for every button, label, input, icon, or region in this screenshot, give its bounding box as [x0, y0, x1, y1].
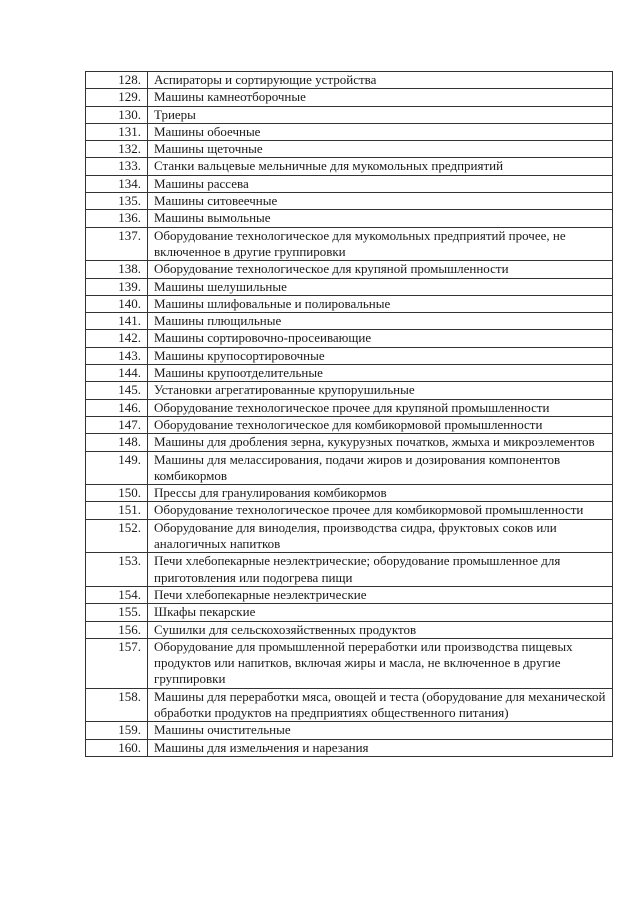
equipment-table	[85, 71, 613, 757]
table-row	[86, 399, 613, 416]
row-description: Машины щеточные	[148, 141, 613, 158]
row-description: Машины для дробления зерна, кукурузных початков, жмыха и микроэлементов	[148, 434, 613, 451]
row-number: 154.	[86, 586, 148, 603]
table-row	[86, 722, 613, 739]
row-number: 142.	[86, 330, 148, 347]
row-description: Печи хлебопекарные неэлектрические; оборудование промышленное для приготовления или подогрева пищи	[148, 553, 613, 587]
table-row	[86, 382, 613, 399]
row-description: Машины камнеотборочные	[148, 89, 613, 106]
table-row	[86, 621, 613, 638]
row-number: 144.	[86, 365, 148, 382]
row-number: 129.	[86, 89, 148, 106]
table-row	[86, 193, 613, 210]
row-description: Станки вальцевые мельничные для мукомольных предприятий	[148, 158, 613, 175]
row-number: 140.	[86, 295, 148, 312]
row-description: Аспираторы и сортирующие устройства	[148, 72, 613, 89]
row-number: 156.	[86, 621, 148, 638]
row-description: Оборудование технологическое для крупяной промышленности	[148, 261, 613, 278]
table-row	[86, 158, 613, 175]
table-row	[86, 347, 613, 364]
table-row	[86, 106, 613, 123]
table-row	[86, 553, 613, 587]
table-row	[86, 434, 613, 451]
table-row	[86, 72, 613, 89]
table-row	[86, 141, 613, 158]
row-number: 134.	[86, 175, 148, 192]
row-number: 157.	[86, 638, 148, 688]
row-number: 160.	[86, 739, 148, 756]
table-row	[86, 688, 613, 722]
row-number: 128.	[86, 72, 148, 89]
row-description: Оборудование технологическое прочее для крупяной промышленности	[148, 399, 613, 416]
table-row	[86, 123, 613, 140]
row-description: Шкафы пекарские	[148, 604, 613, 621]
row-number: 130.	[86, 106, 148, 123]
row-number: 135.	[86, 193, 148, 210]
row-description: Машины для измельчения и нарезания	[148, 739, 613, 756]
row-description: Машины обоечные	[148, 123, 613, 140]
table-row	[86, 451, 613, 485]
row-number: 136.	[86, 210, 148, 227]
row-number: 153.	[86, 553, 148, 587]
row-description: Триеры	[148, 106, 613, 123]
row-description: Установки агрегатированные крупорушильные	[148, 382, 613, 399]
row-number: 132.	[86, 141, 148, 158]
table-row	[86, 416, 613, 433]
row-number: 139.	[86, 278, 148, 295]
row-number: 150.	[86, 485, 148, 502]
table-row	[86, 278, 613, 295]
table-row	[86, 89, 613, 106]
row-description: Машины плющильные	[148, 313, 613, 330]
row-number: 155.	[86, 604, 148, 621]
row-description: Машины сортировочно-просеивающие	[148, 330, 613, 347]
row-description: Оборудование для виноделия, производства сидра, фруктовых соков или аналогичных напитков	[148, 519, 613, 553]
row-number: 149.	[86, 451, 148, 485]
row-description: Прессы для гранулирования комбикормов	[148, 485, 613, 502]
row-description: Оборудование для промышленной переработки или производства пищевых продуктов или напитков, включая жиры и масла, не включенное в другие группировки	[148, 638, 613, 688]
table-row	[86, 365, 613, 382]
row-description: Оборудование технологическое прочее для комбикормовой промышленности	[148, 502, 613, 519]
table-row	[86, 586, 613, 603]
table-row	[86, 502, 613, 519]
row-number: 146.	[86, 399, 148, 416]
row-description: Сушилки для сельскохозяйственных продуктов	[148, 621, 613, 638]
row-description: Машины вымольные	[148, 210, 613, 227]
row-description: Машины для мелассирования, подачи жиров и дозирования компонентов комбикормов	[148, 451, 613, 485]
table-row	[86, 638, 613, 688]
table-row	[86, 261, 613, 278]
row-number: 152.	[86, 519, 148, 553]
table-row	[86, 227, 613, 261]
row-number: 138.	[86, 261, 148, 278]
row-description: Машины рассева	[148, 175, 613, 192]
row-number: 159.	[86, 722, 148, 739]
row-number: 131.	[86, 123, 148, 140]
table-row	[86, 210, 613, 227]
table-row	[86, 485, 613, 502]
row-number: 145.	[86, 382, 148, 399]
table-row	[86, 739, 613, 756]
row-number: 147.	[86, 416, 148, 433]
row-number: 141.	[86, 313, 148, 330]
row-description: Оборудование технологическое для мукомольных предприятий прочее, не включенное в другие группировки	[148, 227, 613, 261]
table-row	[86, 295, 613, 312]
row-description: Машины шлифовальные и полировальные	[148, 295, 613, 312]
row-description: Печи хлебопекарные неэлектрические	[148, 586, 613, 603]
table-row	[86, 604, 613, 621]
table-row	[86, 519, 613, 553]
row-number: 158.	[86, 688, 148, 722]
row-number: 148.	[86, 434, 148, 451]
table-row	[86, 313, 613, 330]
row-number: 143.	[86, 347, 148, 364]
row-number: 151.	[86, 502, 148, 519]
row-number: 133.	[86, 158, 148, 175]
row-description: Машины очистительные	[148, 722, 613, 739]
equipment-table-body	[86, 72, 613, 757]
row-description: Машины ситовеечные	[148, 193, 613, 210]
row-number: 137.	[86, 227, 148, 261]
row-description: Машины крупоотделительные	[148, 365, 613, 382]
row-description: Машины шелушильные	[148, 278, 613, 295]
row-description: Оборудование технологическое для комбикормовой промышленности	[148, 416, 613, 433]
row-description: Машины крупосортировочные	[148, 347, 613, 364]
row-description: Машины для переработки мяса, овощей и теста (оборудование для механической обработки продуктов на предприятиях общественного питания)	[148, 688, 613, 722]
table-row	[86, 330, 613, 347]
table-row	[86, 175, 613, 192]
